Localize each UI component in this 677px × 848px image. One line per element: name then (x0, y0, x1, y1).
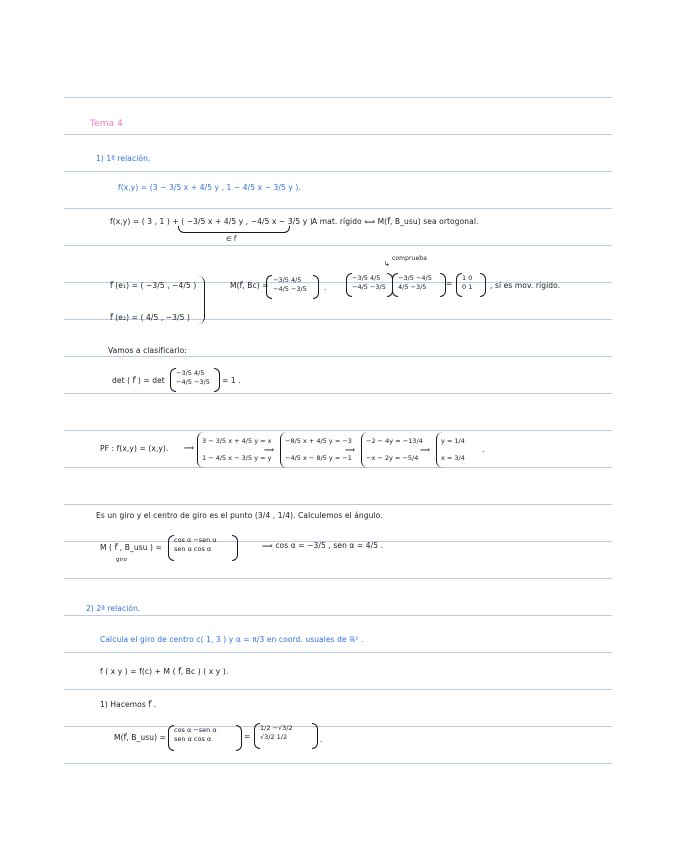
page-title: Tema 4 (90, 119, 123, 129)
comprueba-note: comprueba (392, 255, 427, 262)
matrix-row: cos α −sen α (174, 726, 217, 734)
matrix-row: −4/5 −3/5 (176, 378, 210, 386)
det-label: det ( f⃗ ) = det (112, 376, 165, 385)
matrix-row: 0 1 (462, 283, 473, 291)
rotation-matrix-values (260, 724, 293, 742)
implies-arrow: ⟹ (264, 446, 275, 454)
paren-right (214, 368, 220, 392)
giro-note: giro (116, 557, 127, 563)
rule-line (64, 171, 612, 172)
matrix-row: −4/5 −3/5 (352, 283, 386, 291)
system-solution (441, 433, 465, 467)
paren-left (266, 275, 272, 299)
equals: = (244, 732, 251, 741)
rule-line (64, 356, 612, 357)
implies-arrow: ⟹ (345, 446, 356, 454)
det-value: = 1 . (222, 376, 241, 385)
underbrace (178, 226, 290, 233)
matrix-row: sen α cos α (174, 545, 212, 553)
classify-text: Vamos a clasificarlo: (108, 346, 187, 355)
rule-line (64, 245, 612, 246)
rule-line (64, 134, 612, 135)
system-row: y = 1/4 (441, 437, 465, 445)
paren-right (313, 275, 319, 299)
rule-line (64, 652, 612, 653)
system-row: −4/5 x − 8/5 y = −1 (285, 454, 352, 462)
task-statement: Calcula el giro de centro c( 1, 3 ) y α = π/3 en coord. usuales de ℝ² . (100, 635, 364, 644)
identity-matrix (462, 274, 472, 292)
cos-sen-result: ⟹ cos α = −3/5 , sen α = 4/5 . (262, 541, 384, 550)
system-row: 3 − 3/5 x + 4/5 y = x (202, 437, 272, 445)
rule-line (64, 393, 612, 394)
rule-line (64, 430, 612, 431)
section-heading-1: 1) 1ª relación. (96, 154, 151, 163)
matrix-row: 1 0 (462, 274, 473, 282)
det-matrix (176, 369, 210, 387)
rule-line (64, 467, 612, 468)
matrix-row: −4/5 −3/5 (273, 285, 307, 293)
function-decomposition: f(x,y) = ( 3 , 1 ) + ( −3/5 x + 4/5 y , −4/5 x − 3/5 y ) (110, 217, 313, 226)
matrix-m1 (273, 276, 307, 294)
rule-line (64, 726, 612, 727)
matrix-row: 4/5 −3/5 (398, 283, 427, 291)
matrix-row: cos α −sen α (174, 536, 217, 544)
rule-line (64, 97, 612, 98)
system-2 (285, 433, 352, 467)
system-row: −x − 2y = −5/4 (366, 454, 419, 462)
paren-right (236, 725, 242, 751)
dot: . (324, 283, 327, 292)
matrix-row: 1/2 −√3/2 (260, 724, 293, 732)
underbrace-label: ∈ f⃗ (226, 235, 237, 243)
rule-line (64, 763, 612, 764)
system-row: 1 − 4/5 x − 3/5 y = y (202, 454, 272, 462)
rule-line (64, 504, 612, 505)
rotation-matrix-label: M ( f⃗ , B_usu ) = (100, 543, 162, 552)
matrix-row: sen α cos α (174, 735, 212, 743)
giro-formula: f ( x y ) = f(c) + M ( f⃗, Bc ) ( x y ). (100, 667, 229, 676)
paren-right (312, 723, 318, 749)
rule-line (64, 208, 612, 209)
giro-statement: Es un giro y el centro de giro es el punto (3/4 , 1/4). Calculemos el ángulo. (96, 511, 383, 520)
matrix-row: √3/2 1/2 (260, 733, 288, 741)
section-heading-2: 2) 2ª relación. (86, 604, 141, 613)
rotation-matrix (174, 536, 217, 554)
rotation-matrix-2 (174, 726, 217, 744)
system-row: x = 3/4 (441, 454, 465, 462)
brace-right (198, 276, 205, 324)
rule-line (64, 615, 612, 616)
step-1: 1) Hacemos f⃗ . (100, 700, 157, 709)
system-1 (202, 433, 271, 467)
equals: = (446, 279, 453, 288)
implies-arrow: ⟹ (420, 446, 431, 454)
matrix-prod-b (398, 274, 432, 292)
paren-right (480, 273, 486, 297)
rule-line (64, 689, 612, 690)
matrix-row: −3/5 4/5 (352, 274, 381, 282)
system-row: −8/5 x + 4/5 y = −3 (285, 437, 352, 445)
implies-arrow: ⟹ (184, 444, 195, 452)
dot: . (482, 445, 485, 454)
matrix-prod-a (352, 274, 386, 292)
matrix-row: −3/5 −4/5 (398, 274, 432, 282)
rule-line (64, 578, 612, 579)
function-definition: f(x,y) = (3 − 3/5 x + 4/5 y , 1 − 4/5 x − 3/5 y ). (118, 183, 301, 192)
matrix-row: −3/5 4/5 (176, 369, 205, 377)
rigid-condition: A mat. rígido ⟺ M(f⃗, B_usu) sea ortogonal. (312, 217, 479, 226)
rigid-conclusion: , sí es mov. rígido. (490, 281, 561, 290)
matrix-row: −3/5 4/5 (273, 276, 302, 284)
matrix-label: M(f⃗, Bc) = (230, 281, 269, 290)
note-arrow: ↳ (384, 260, 390, 268)
image-e1: f⃗ (e₁) = ( −3/5 , −4/5 ) (110, 281, 197, 290)
dot: . (320, 735, 323, 744)
system-row: −2 − 4y = −13/4 (366, 437, 423, 445)
matrix-label-2: M(f⃗, B_usu) = (114, 733, 167, 742)
image-e2: f⃗ (e₂) = ( 4/5 , −3/5 ) (110, 313, 191, 322)
paren-right (232, 535, 238, 561)
fixed-point-label: PF : f(x,y) = (x,y). (100, 444, 169, 453)
system-3 (366, 433, 423, 467)
